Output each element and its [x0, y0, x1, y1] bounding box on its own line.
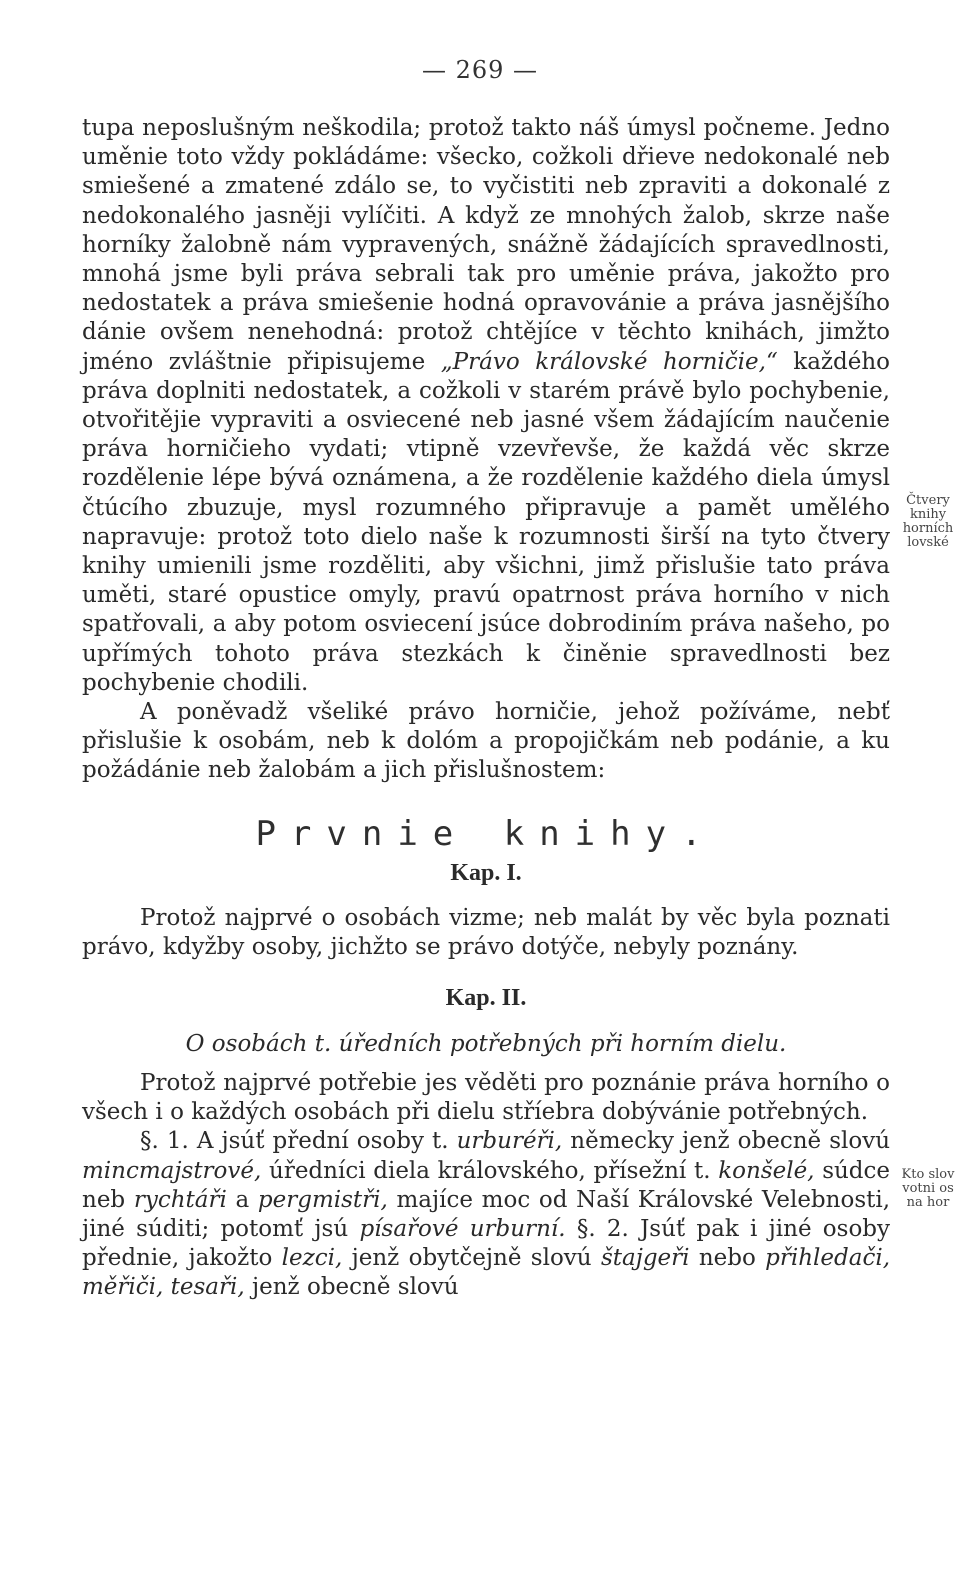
chapter-1-heading: Kap. I. — [450, 859, 522, 886]
section-1 — [82, 1127, 890, 1302]
section-2-text-a: §. 2. Jsúť pak i jiné osoby přednie, jakožto — [82, 1215, 891, 1272]
section-2-text-c: nebo — [698, 1245, 756, 1272]
intro-title-quote: „Právo královské horničie,“ — [440, 348, 778, 375]
margin-note-2: Kto slov votni os na hor — [901, 1167, 955, 1210]
margin-note-1: Čtvery knihy horních lovské — [902, 493, 954, 550]
term-mincmajstrove: mincmajstrové, — [82, 1157, 262, 1184]
chapter-1-text: Protož najprvé o osobách vizme; neb malát by věc byla poznati právo, kdyžby osoby, jichžto se právo dotýče, nebyly poznány. — [82, 905, 890, 961]
term-stajgeri: štajgeři — [600, 1245, 690, 1272]
term-merici: měřiči, — [82, 1274, 164, 1301]
section-1-text-d: súdce neb — [82, 1157, 891, 1213]
section-1-text-c: úředníci diela královského, přísežní t. — [269, 1157, 711, 1184]
section-1-text-b: německy jenž obecně slovú — [570, 1128, 891, 1155]
section-1-text-e: a — [235, 1186, 250, 1213]
intro-text: tupa neposlušným neškodila; protož takto náš úmysl počneme. Jedno uměnie toto vždy pokládáme: všecko, cožkoli dřieve nedokonalé neb smiešené a zmatené zdálo se, to vyčistiti neb zpraviti a dokonalé z nedokonalého jasněji vylíčiti. A když ze mnohých žalob, skrze naše horníky žalobně nám vypravených, snážně žádajících spravedlnosti, mnohá jsme byli práva sebrali tak pro uměnie práva, jakožto pro nedostatek a práva smiešenie hodná opravovánie a práva jasnějšího dánie ovšem nenehodná: protož chtějíce v těchto knihách, jimžto jméno zvláštnie připisujeme — [82, 115, 890, 375]
page-number: — 269 — — [421, 56, 539, 84]
intro-text-continued: každého práva doplniti nedostatek, a cožkoli v starém právě bylo pochybenie, otvořitějie vypraviti a osviecené neb jasné všem žádajícím naučenie práva horničieho vydati; vtipně vzevřevše, že každá věc skrze rozdělenie lépe bývá oznámena, a že rozdělenie každého diela úmysl čtúcího zbuzuje, mysl rozumného připravuje a pamět umělého napravuje: protož toto dielo naše k rozumnosti širší na tyto čtvery knihy umienili jsme rozděliti, aby všichni, jimž přislušie tato práva uměti, staré opustice omyly, pravú opatrnost práva horního v nich spatřovali, a aby potom osviecení jsúce dobrodiním práva našeho, po upřímých tohoto práva stezkách k činěnie spravedlnosti bez pochybenie chodili. — [82, 348, 891, 696]
section-2-text-b: jenž obytčejně slovú — [351, 1245, 592, 1272]
term-pergmistri: pergmistři, — [257, 1186, 388, 1213]
chapter-2-heading: Kap. II. — [445, 985, 527, 1012]
term-tesari: tesaři, — [170, 1274, 245, 1301]
section-title: Prvnie knihy. — [255, 813, 717, 854]
term-konsele: konšelé, — [718, 1157, 815, 1184]
term-urbureri: urburéři, — [456, 1128, 563, 1155]
intro-paragraph — [82, 114, 890, 698]
section-1-text-a: §. 1. A jsúť přední osoby t. — [140, 1128, 449, 1155]
paragraph-2: A poněvadž všeliké právo horničie, jehož požíváme, nebť přislušie k osobám, neb k dolóm a propojičkám neb podánie, a ku požádánie neb žalobám a jich přislušnostem: — [82, 699, 890, 784]
chapter-2-subtitle: O osobách t. úředních potřebných při horním dielu. — [185, 1030, 787, 1057]
term-lezci: lezci, — [281, 1245, 343, 1272]
term-pisarove: písařové urburní. — [359, 1215, 566, 1242]
section-1-text-f: majíce moc od Naší Královské Velebnosti, jiné súditi; potomť jsú — [82, 1186, 891, 1242]
chapter-2-text: Protož najprvé potřebie jes věděti pro poznánie práva horního o všech i o každých osobách při dielu stříebra dobývánie potřebných. — [82, 1069, 890, 1126]
section-2-text-d: jenž obecně slovú — [251, 1274, 459, 1301]
term-prihledaci: přihledači, — [765, 1245, 891, 1272]
term-rychtari: rychtáři — [133, 1186, 227, 1213]
document-body — [82, 114, 890, 1303]
